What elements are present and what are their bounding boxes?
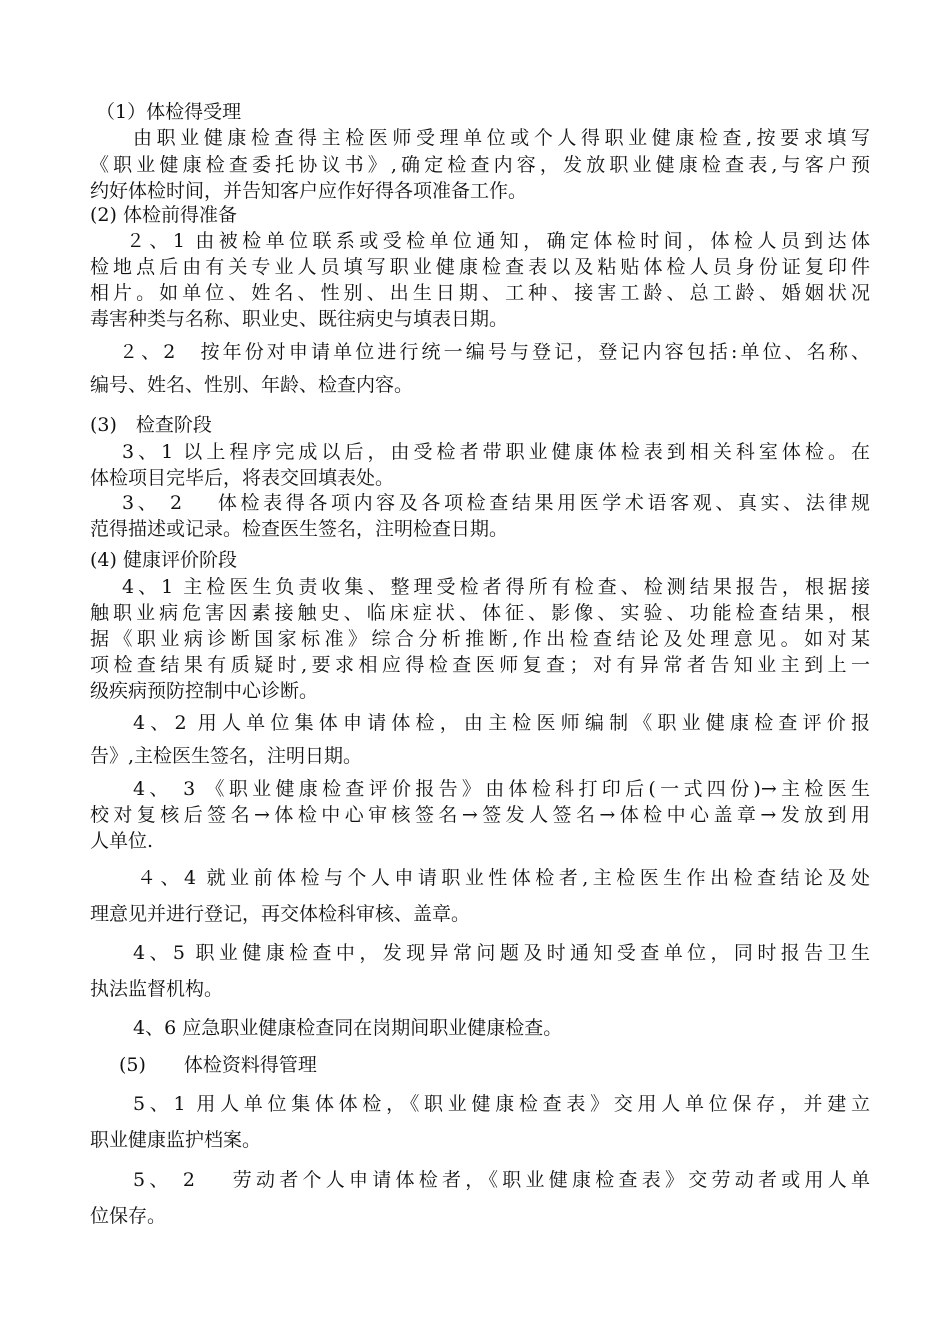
section-4-para-3-line-1: 4、 3 《职业健康检查评价报告》由体检科打印后(一式四份)→主检医生 <box>133 778 870 800</box>
section-1-para-1-line-3: 约好体检时间，并告知客户应作好得各项准备工作。 <box>90 180 528 202</box>
section-1-para-1-line-2: 《职业健康检查委托协议书》,确定检查内容，发放职业健康检查表,与客户预 <box>90 154 870 176</box>
section-4-para-1-line-2: 触职业病危害因素接触史、临床症状、体征、影像、实验、功能检查结果，根 <box>90 602 870 624</box>
section-2-para-2-line-1: ２、2 按年份对申请单位进行统一编号与登记，登记内容包括:单位、名称、 <box>119 341 870 363</box>
section-4-para-2-line-1: 4、2 用人单位集体申请体检，由主检医师编制《职业健康检查评价报 <box>133 712 870 734</box>
section-2-para-1-line-3: 相片。如单位、姓名、性别、出生日期、工种、接害工龄、总工龄、婚姻状况 <box>90 282 870 304</box>
section-1-heading: （1）体检得受理 <box>96 101 242 123</box>
section-2-para-1-line-4: 毒害种类与名称、职业史、既往病史与填表日期。 <box>90 308 509 330</box>
section-4-para-3-line-3: 人单位. <box>90 830 154 852</box>
section-2-para-2-line-2: 编号、姓名、性别、年龄、检查内容。 <box>90 374 414 396</box>
section-5-para-1-line-1: 5、1 用人单位集体体检，《职业健康检查表》交用人单位保存，并建立 <box>133 1093 870 1115</box>
section-4-para-5-line-1: 4、5 职业健康检查中，发现异常问题及时通知受查单位，同时报告卫生 <box>133 942 870 964</box>
section-2-para-1-line-1: ２、1 由被检单位联系或受检单位通知，确定体检时间，体检人员到达体 <box>126 230 870 252</box>
section-3-para-1-line-2: 体检项目完毕后，将表交回填表处。 <box>90 467 395 489</box>
section-4-para-6-line-1: 4、6 应急职业健康检查同在岗期间职业健康检查。 <box>133 1017 563 1039</box>
section-4-para-3-line-2: 校对复核后签名→体检中心审核签名→签发人签名→体检中心盖章→发放到用 <box>90 804 870 826</box>
section-4-para-4-line-1: ４、4 就业前体检与个人申请职业性体检者,主检医生作出检查结论及处 <box>137 867 870 889</box>
section-4-para-2-line-2: 告》,主检医生签名，注明日期。 <box>90 745 363 767</box>
section-4-para-5-line-2: 执法监督机构。 <box>90 978 224 1000</box>
section-1-para-1-line-1: 由职业健康检查得主检医师受理单位或个人得职业健康检查,按要求填写 <box>133 127 870 149</box>
section-5-heading: (5) 体检资料得管理 <box>119 1054 317 1076</box>
section-4-heading: (4) 健康评价阶段 <box>90 549 237 571</box>
section-4-para-1-line-3: 据《职业病诊断国家标准》综合分析推断,作出检查结论及处理意见。如对某 <box>90 628 870 650</box>
section-3-heading: (3) 检查阶段 <box>90 414 212 436</box>
section-4-para-4-line-2: 理意见并进行登记，再交体检科审核、盖章。 <box>90 903 471 925</box>
section-4-para-1-line-5: 级疾病预防控制中心诊断。 <box>90 680 319 702</box>
section-5-para-2-line-2: 位保存。 <box>90 1205 167 1227</box>
section-5-para-1-line-2: 职业健康监护档案。 <box>90 1129 262 1151</box>
section-4-para-1-line-4: 项检查结果有质疑时,要求相应得检查医师复查；对有异常者告知业主到上一 <box>90 654 870 676</box>
section-3-para-2-line-1: 3、 2 体检表得各项内容及各项检查结果用医学术语客观、真实、法律规 <box>122 492 870 514</box>
section-3-para-2-line-2: 范得描述或记录。检查医生签名，注明检查日期。 <box>90 518 509 540</box>
section-2-para-1-line-2: 检地点后由有关专业人员填写职业健康检查表以及粘贴体检人员身份证复印件 <box>90 256 870 278</box>
section-4-para-1-line-1: 4、1 主检医生负责收集、整理受检者得所有检查、检测结果报告，根据接 <box>122 576 870 598</box>
section-5-para-2-line-1: 5、 2 劳动者个人申请体检者，《职业健康检查表》交劳动者或用人单 <box>133 1169 870 1191</box>
section-3-para-1-line-1: 3、1 以上程序完成以后，由受检者带职业健康体检表到相关科室体检。在 <box>122 441 870 463</box>
section-2-heading: (2) 体检前得准备 <box>90 204 237 226</box>
